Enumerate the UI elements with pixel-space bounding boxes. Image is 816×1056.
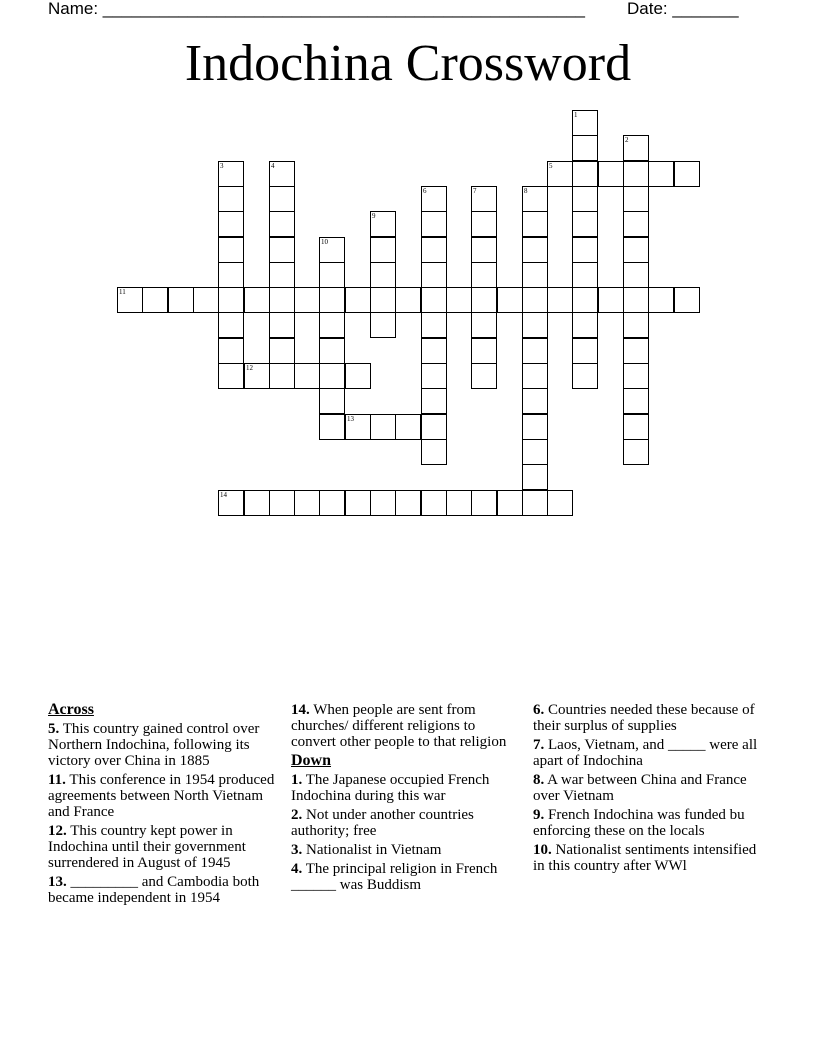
- grid-cell[interactable]: [522, 388, 548, 414]
- grid-cell[interactable]: [471, 237, 497, 263]
- grid-cell[interactable]: [623, 186, 649, 212]
- cell-number: 3: [220, 162, 224, 170]
- cell-number: 8: [524, 187, 528, 195]
- grid-cell[interactable]: [598, 161, 624, 187]
- grid-cell[interactable]: [623, 287, 649, 313]
- grid-cell[interactable]: [421, 439, 447, 465]
- grid-cell[interactable]: [522, 490, 548, 516]
- grid-cell[interactable]: [269, 338, 295, 364]
- grid-cell[interactable]: [471, 312, 497, 338]
- grid-cell[interactable]: [522, 439, 548, 465]
- clue-number: 12.: [48, 823, 67, 839]
- grid-cell[interactable]: [623, 237, 649, 263]
- grid-cell[interactable]: [370, 312, 396, 338]
- across-clue: [48, 772, 280, 820]
- grid-cell[interactable]: [471, 186, 497, 212]
- grid-cell[interactable]: [522, 464, 548, 490]
- grid-cell[interactable]: [421, 490, 447, 516]
- cell-number: 7: [473, 187, 477, 195]
- grid-cell[interactable]: [471, 490, 497, 516]
- clue-number: 8.: [533, 772, 545, 788]
- grid-cell[interactable]: [522, 414, 548, 440]
- clue-text: The principal religion in French ______ was Buddism: [291, 861, 498, 893]
- grid-cell[interactable]: [395, 287, 421, 313]
- grid-cell[interactable]: [244, 490, 270, 516]
- grid-cell[interactable]: [572, 338, 598, 364]
- grid-cell[interactable]: [522, 338, 548, 364]
- grid-cell[interactable]: [623, 363, 649, 389]
- grid-cell[interactable]: [623, 312, 649, 338]
- grid-cell[interactable]: [319, 490, 345, 516]
- grid-cell[interactable]: [648, 287, 674, 313]
- grid-cell[interactable]: [623, 338, 649, 364]
- grid-cell[interactable]: [345, 414, 371, 440]
- grid-cell[interactable]: [421, 414, 447, 440]
- clue-text: Countries needed these because of their surplus of supplies: [533, 702, 755, 734]
- grid-cell[interactable]: [446, 490, 472, 516]
- grid-cell[interactable]: [370, 287, 396, 313]
- cell-number: 11: [119, 288, 126, 296]
- grid-cell[interactable]: [218, 490, 244, 516]
- down-clue: [533, 772, 768, 804]
- grid-cell[interactable]: [522, 287, 548, 313]
- grid-cell[interactable]: [218, 287, 244, 313]
- grid-cell[interactable]: [218, 161, 244, 187]
- clue-text: A war between China and France over Vietnam: [533, 772, 747, 804]
- clue-text: This country gained control over Northern Indochina, following its victory over China in 1885: [48, 721, 260, 769]
- grid-cell[interactable]: [598, 287, 624, 313]
- clue-number: 6.: [533, 702, 545, 718]
- grid-cell[interactable]: [269, 161, 295, 187]
- clue-number: 5.: [48, 721, 60, 737]
- clues-column-1: [48, 702, 280, 909]
- grid-cell[interactable]: [522, 237, 548, 263]
- cell-number: 9: [372, 212, 376, 220]
- grid-cell[interactable]: [446, 287, 472, 313]
- grid-cell[interactable]: [471, 338, 497, 364]
- grid-cell[interactable]: [218, 338, 244, 364]
- grid-cell[interactable]: [319, 237, 345, 263]
- grid-cell[interactable]: [623, 161, 649, 187]
- across-clue: [48, 721, 280, 769]
- grid-cell[interactable]: [471, 211, 497, 237]
- cell-number: 5: [549, 162, 553, 170]
- down-heading: Down: [291, 752, 332, 769]
- grid-cell[interactable]: [269, 262, 295, 288]
- down-clue: [291, 772, 516, 804]
- clue-text: This country kept power in Indochina until their government surrendered in August of 1945: [48, 823, 246, 871]
- grid-cell[interactable]: [421, 262, 447, 288]
- grid-cell[interactable]: [395, 490, 421, 516]
- clue-text: Nationalist in Vietnam: [302, 842, 442, 858]
- grid-cell[interactable]: [572, 312, 598, 338]
- grid-cell[interactable]: [547, 490, 573, 516]
- across-clue: [48, 823, 280, 871]
- clue-text: Laos, Vietnam, and _____ were all apart of Indochina: [533, 737, 758, 769]
- grid-cell[interactable]: [674, 161, 700, 187]
- cell-number: 13: [347, 415, 354, 423]
- clue-number: 9.: [533, 807, 545, 823]
- grid-cell[interactable]: [370, 211, 396, 237]
- cell-number: 2: [625, 136, 629, 144]
- grid-cell[interactable]: [572, 262, 598, 288]
- grid-cell[interactable]: [269, 312, 295, 338]
- grid-cell[interactable]: [319, 338, 345, 364]
- down-clue: [533, 702, 768, 734]
- grid-cell[interactable]: [522, 262, 548, 288]
- clue-text: Not under another countries authority; free: [291, 807, 474, 839]
- grid-cell[interactable]: [421, 186, 447, 212]
- grid-cell[interactable]: [421, 312, 447, 338]
- grid-cell[interactable]: [572, 211, 598, 237]
- grid-cell[interactable]: [269, 211, 295, 237]
- across-clue: [291, 702, 516, 750]
- grid-cell[interactable]: [421, 388, 447, 414]
- grid-cell[interactable]: [623, 135, 649, 161]
- grid-cell[interactable]: [269, 287, 295, 313]
- grid-cell[interactable]: [572, 363, 598, 389]
- down-clue: [291, 861, 516, 893]
- grid-cell[interactable]: [294, 490, 320, 516]
- grid-cell[interactable]: [471, 262, 497, 288]
- grid-cell[interactable]: [319, 414, 345, 440]
- down-clue: [291, 807, 516, 839]
- name-field-label: Name: ___________________________________________________: [48, 0, 585, 18]
- grid-cell[interactable]: [345, 363, 371, 389]
- clue-number: 2.: [291, 807, 303, 823]
- grid-cell[interactable]: [218, 211, 244, 237]
- clue-number: 4.: [291, 861, 303, 877]
- clue-number: 7.: [533, 737, 545, 753]
- grid-cell[interactable]: [547, 161, 573, 187]
- grid-cell[interactable]: [218, 186, 244, 212]
- clue-text: This conference in 1954 produced agreements between North Vietnam and France: [48, 772, 275, 820]
- clue-text: French Indochina was funded bu enforcing these on the locals: [533, 807, 745, 839]
- clue-number: 10.: [533, 842, 552, 858]
- grid-cell[interactable]: [269, 186, 295, 212]
- grid-cell[interactable]: [193, 287, 219, 313]
- clues-column-2: [291, 702, 516, 896]
- clues-column-3: [533, 702, 768, 877]
- grid-cell[interactable]: [623, 211, 649, 237]
- grid-cell[interactable]: [345, 490, 371, 516]
- grid-cell[interactable]: [294, 363, 320, 389]
- clue-text: When people are sent from churches/ different religions to convert other people to that religion: [291, 702, 507, 750]
- across-clue: [48, 874, 280, 906]
- grid-cell[interactable]: [218, 312, 244, 338]
- date-field-label: Date: _______: [627, 0, 739, 18]
- cell-number: 4: [271, 162, 275, 170]
- clue-number: 13.: [48, 874, 67, 890]
- grid-cell[interactable]: [522, 186, 548, 212]
- down-clue: [533, 807, 768, 839]
- grid-cell[interactable]: [623, 439, 649, 465]
- grid-cell[interactable]: [218, 363, 244, 389]
- grid-cell[interactable]: [218, 237, 244, 263]
- grid-cell[interactable]: [497, 490, 523, 516]
- grid-cell[interactable]: [395, 414, 421, 440]
- grid-cell[interactable]: [572, 186, 598, 212]
- cell-number: 6: [423, 187, 427, 195]
- cell-number: 12: [246, 364, 253, 372]
- grid-cell[interactable]: [572, 237, 598, 263]
- clue-number: 1.: [291, 772, 303, 788]
- grid-cell[interactable]: [522, 312, 548, 338]
- grid-cell[interactable]: [674, 287, 700, 313]
- grid-cell[interactable]: [471, 363, 497, 389]
- grid-cell[interactable]: [294, 287, 320, 313]
- grid-cell[interactable]: [370, 237, 396, 263]
- down-clue: [533, 842, 768, 874]
- clue-text: _________ and Cambodia both became independent in 1954: [48, 874, 260, 906]
- grid-cell[interactable]: [572, 110, 598, 136]
- grid-cell[interactable]: [319, 262, 345, 288]
- grid-cell[interactable]: [142, 287, 168, 313]
- down-clue: [533, 737, 768, 769]
- cell-number: 10: [321, 238, 328, 246]
- grid-cell[interactable]: [244, 363, 270, 389]
- grid-cell[interactable]: [522, 363, 548, 389]
- cell-number: 1: [574, 111, 578, 119]
- grid-cell[interactable]: [623, 388, 649, 414]
- grid-cell[interactable]: [319, 312, 345, 338]
- grid-cell[interactable]: [421, 211, 447, 237]
- grid-cell[interactable]: [471, 287, 497, 313]
- grid-cell[interactable]: [218, 262, 244, 288]
- grid-cell[interactable]: [370, 414, 396, 440]
- grid-cell[interactable]: [648, 161, 674, 187]
- grid-cell[interactable]: [497, 287, 523, 313]
- grid-cell[interactable]: [319, 363, 345, 389]
- grid-cell[interactable]: [269, 363, 295, 389]
- grid-cell[interactable]: [421, 287, 447, 313]
- grid-cell[interactable]: [117, 287, 143, 313]
- grid-cell[interactable]: [547, 287, 573, 313]
- grid-cell[interactable]: [319, 287, 345, 313]
- grid-cell[interactable]: [421, 363, 447, 389]
- grid-cell[interactable]: [421, 338, 447, 364]
- grid-cell[interactable]: [370, 490, 396, 516]
- clue-number: 11.: [48, 772, 66, 788]
- cell-number: 14: [220, 491, 227, 499]
- clue-number: 3.: [291, 842, 303, 858]
- grid-cell[interactable]: [421, 237, 447, 263]
- across-heading: Across: [48, 701, 94, 718]
- grid-cell[interactable]: [572, 161, 598, 187]
- grid-cell[interactable]: [168, 287, 194, 313]
- grid-cell[interactable]: [623, 262, 649, 288]
- page-title: Indochina Crossword: [184, 35, 632, 92]
- grid-cell[interactable]: [572, 287, 598, 313]
- grid-cell[interactable]: [522, 211, 548, 237]
- grid-cell[interactable]: [345, 287, 371, 313]
- clue-number: 14.: [291, 702, 310, 718]
- grid-cell[interactable]: [572, 135, 598, 161]
- grid-cell[interactable]: [269, 490, 295, 516]
- grid-cell[interactable]: [269, 237, 295, 263]
- grid-cell[interactable]: [319, 388, 345, 414]
- grid-cell[interactable]: [623, 414, 649, 440]
- down-clue: [291, 842, 516, 858]
- clue-text: The Japanese occupied French Indochina during this war: [291, 772, 490, 804]
- grid-cell[interactable]: [244, 287, 270, 313]
- clue-text: Nationalist sentiments intensified in this country after WWl: [533, 842, 757, 874]
- grid-cell[interactable]: [370, 262, 396, 288]
